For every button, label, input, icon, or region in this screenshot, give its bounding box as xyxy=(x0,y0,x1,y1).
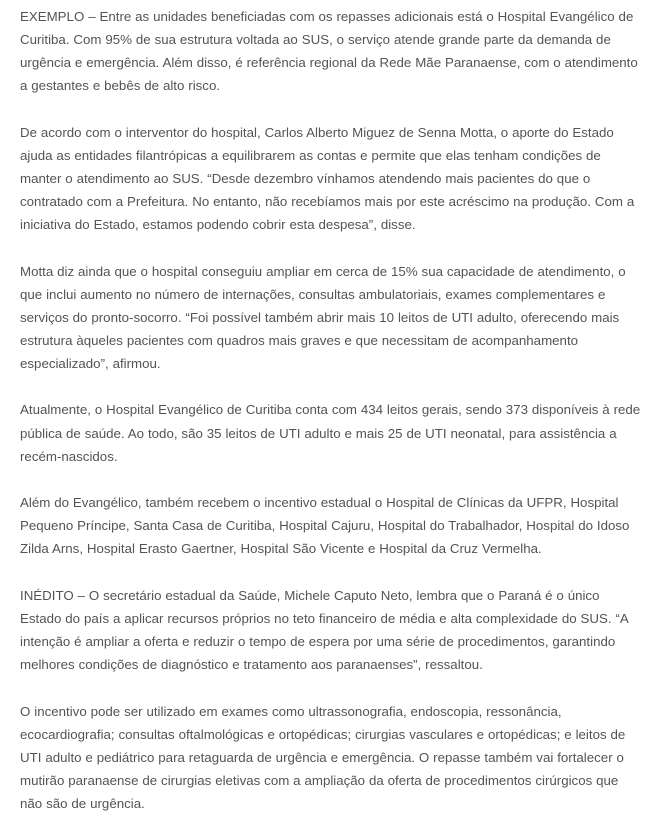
paragraph-inedito xyxy=(20,584,641,676)
paragraph-incentivo xyxy=(20,700,641,815)
paragraph-lead: INÉDITO xyxy=(20,587,74,603)
paragraph-text: – Entre as unidades beneficiadas com os repasses adicionais está o Hospital Evangélico de Curitiba. Com 95% de sua estrutura voltada ao SUS, o serviço atende grande parte da demanda de urgência e emergência. Além disso, é referência regional da Rede Mãe Paranaense, com o atendimento a gestantes e bebês de alto risco. xyxy=(20,9,638,94)
paragraph-exemplo xyxy=(20,5,641,97)
paragraph-interventor xyxy=(20,121,641,236)
paragraph-leitos xyxy=(20,398,641,467)
paragraph-text: Motta diz ainda que o hospital conseguiu ampliar em cerca de 15% sua capacidade de atendimento, o que inclui aumento no número de internações, consultas ambulatoriais, exames complementares e serviços do pronto-socorro. “Foi possível também abrir mais 10 leitos de UTI adulto, oferecendo mais estrutura àqueles pacientes com quadros mais graves e que necessitam de acompanhamento especializado”, afirmou. xyxy=(20,263,626,371)
paragraph-text: Além do Evangélico, também recebem o incentivo estadual o Hospital de Clínicas da UFPR, Hospital Pequeno Príncipe, Santa Casa de Curitiba, Hospital Cajuru, Hospital do Trabalhador, Hospital do Idoso Zilda Arns, Hospital Erasto Gaertner, Hospital São Vicente e Hospital da Cruz Vermelha. xyxy=(20,495,630,557)
paragraph-hospitais xyxy=(20,491,641,560)
paragraph-text: De acordo com o interventor do hospital, Carlos Alberto Miguez de Senna Motta, o aporte do Estado ajuda as entidades filantrópicas a equilibrarem as contas e permite que elas tenham condições de manter o atendimento ao SUS. “Desde dezembro vínhamos atendendo mais pacientes do que o contratado com a Prefeitura. No entanto, não recebíamos mais por este acréscimo na produção. Com a iniciativa do Estado, estamos podendo cobrir esta despesa”, disse. xyxy=(20,124,635,233)
paragraph-text: O incentivo pode ser utilizado em exames como ultrassonografia, endoscopia, ressonância, ecocardiografia; consultas oftalmológicas e ortopédicas; cirurgias vasculares e ortopédicas; e leitos de UTI adulto e pediátrico para retaguarda de urgência e emergência. O repasse também vai fortalecer o mutirão paranaense de cirurgias eletivas com a ampliação da oferta de procedimentos cirúrgicos que não são de urgência. xyxy=(20,703,626,811)
paragraph-text: Atualmente, o Hospital Evangélico de Curitiba conta com 434 leitos gerais, sendo 373 disponíveis à rede pública de saúde. Ao todo, são 35 leitos de UTI adulto e mais 25 de UTI neonatal, para assistência a recém-nascidos. xyxy=(20,402,641,464)
paragraph-lead: EXEMPLO xyxy=(20,9,85,24)
paragraph-motta xyxy=(20,260,641,375)
paragraph-text: – O secretário estadual da Saúde, Michele Caputo Neto, lembra que o Paraná é o único Estado do país a aplicar recursos próprios no teto financeiro de média e alta complexidade do SUS. “A intenção é ampliar a oferta e reduzir o tempo de espera por uma série de procedimentos, garantindo melhores condições de diagnóstico e tratamento aos paranaenses”, ressaltou. xyxy=(20,587,629,673)
